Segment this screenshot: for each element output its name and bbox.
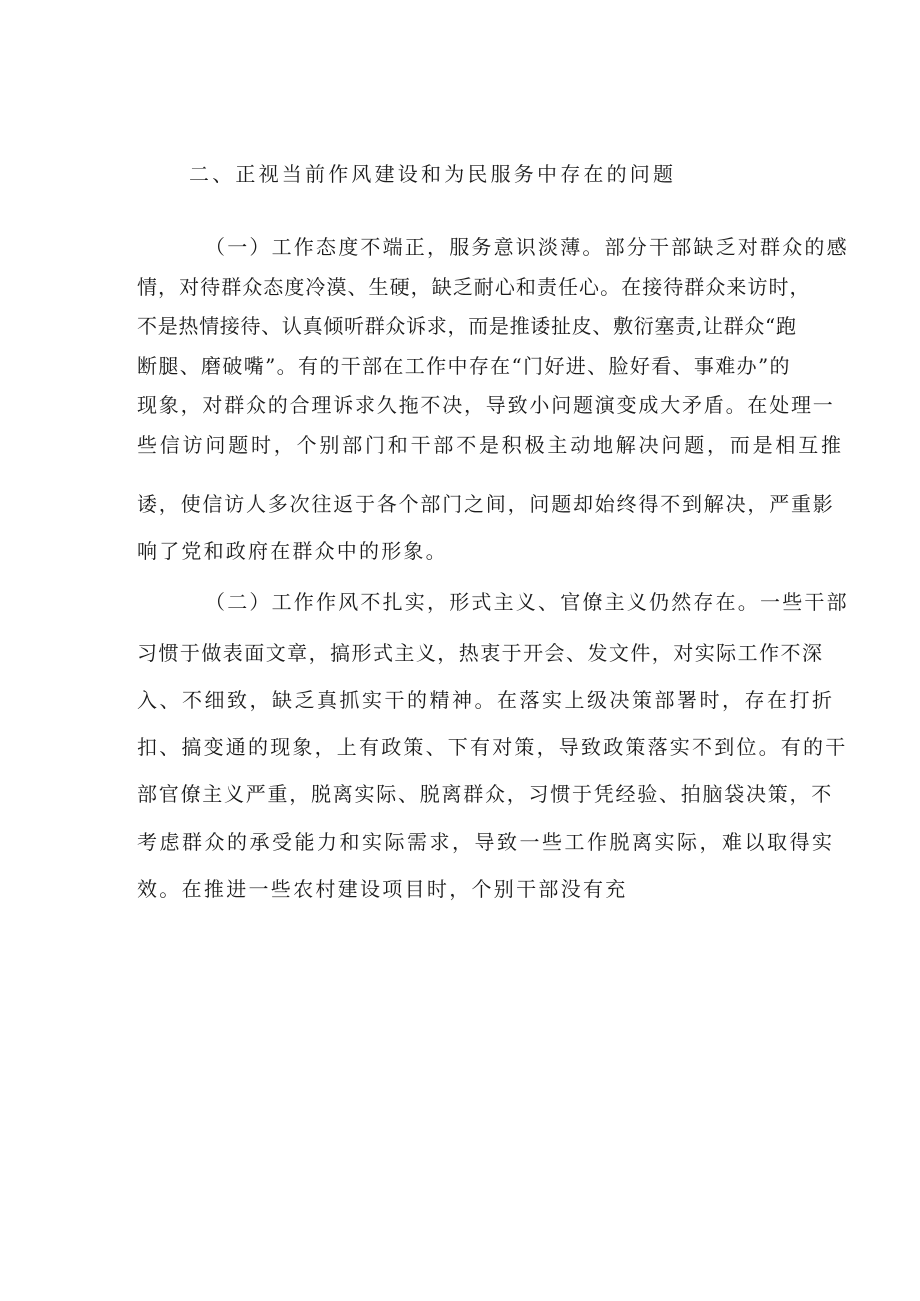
- paragraph-1-line-6: 些信访问题时，个别部门和干部不是积极主动地解决问题，而是相互推: [137, 433, 844, 457]
- paragraph-2-line-1: （二）工作作风不扎实，形式主义、官僚主义仍然存在。一些干部: [205, 590, 849, 614]
- paragraph-2-line-3: 入、不细致，缺乏真抓实干的精神。在落实上级决策部署时，存在打折: [137, 688, 835, 712]
- paragraph-1-line-1: （一）工作态度不端正，服务意识淡薄。部分干部缺乏对群众的感: [205, 235, 849, 259]
- paragraph-2-line-4: 扣、搞变通的现象，上有政策、下有对策，导致政策落实不到位。有的干: [137, 735, 848, 759]
- paragraph-1-line-2: 情，对待群众态度冷漠、生硬，缺乏耐心和责任心。在接待群众来访时，: [137, 275, 811, 299]
- paragraph-2-line-7: 效。在推进一些农村建设项目时，个别干部没有充: [137, 877, 628, 901]
- paragraph-1-line-4: 断腿、磨破嘴”。有的干部在工作中存在“门好进、脸好看、事难办”的: [137, 354, 791, 378]
- paragraph-1-line-5: 现象，对群众的合理诉求久拖不决，导致小问题演变成大矛盾。在处理一: [137, 393, 835, 417]
- paragraph-1-line-8: 响了党和政府在群众中的形象。: [137, 539, 448, 563]
- section-heading: 二、正视当前作风建设和为民服务中存在的问题: [189, 162, 677, 186]
- paragraph-1-line-7: 诿，使信访人多次往返于各个部门之间，问题却始终得不到解决，严重影: [137, 492, 835, 516]
- paragraph-2-line-5: 部官僚主义严重，脱离实际、脱离群众，习惯于凭经验、拍脑袋决策，不: [137, 782, 833, 806]
- paragraph-1-line-3: 不是热情接待、认真倾听群众诉求，而是推诿扯皮、敷衍塞责,让群众“跑: [137, 314, 797, 338]
- paragraph-2-line-6: 考虑群众的承受能力和实际需求，导致一些工作脱离实际，难以取得实: [137, 830, 835, 854]
- paragraph-2-line-2: 习惯于做表面文章，搞形式主义，热衷于开会、发文件，对实际工作不深: [137, 641, 824, 665]
